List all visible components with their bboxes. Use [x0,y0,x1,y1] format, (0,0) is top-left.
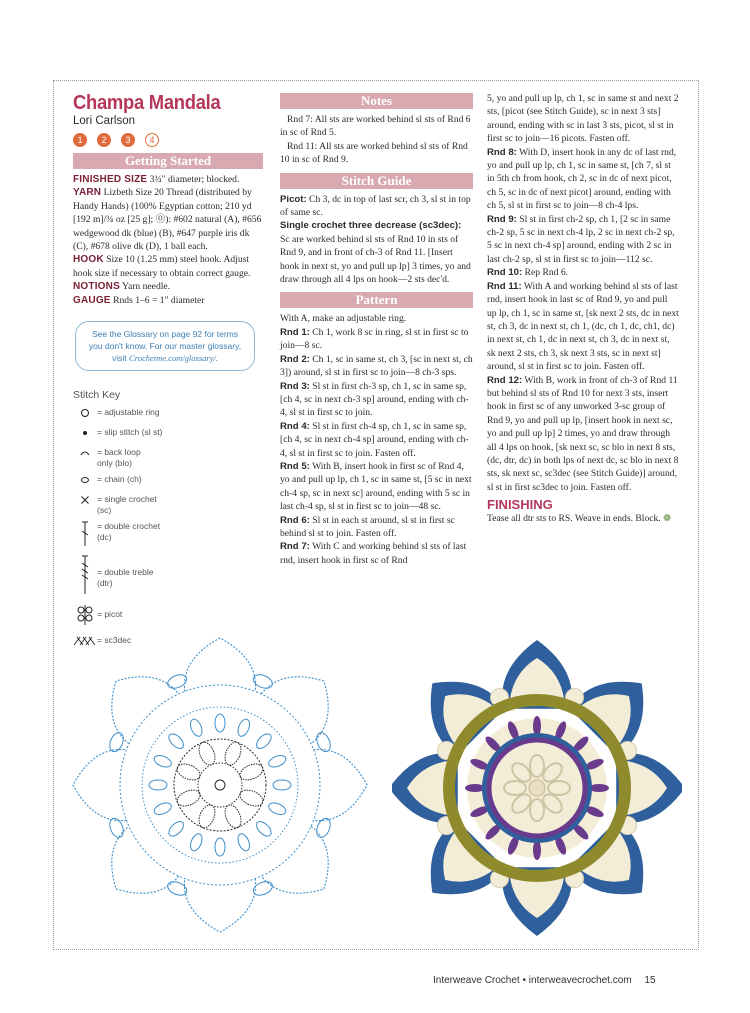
sc3dec-definition: Single crochet three decrease (sc3dec): Sc are worked behind sl sts of Rnd 10 in sts of Rnd 9, and in front of ch-3 of Rnd 11. [Insert hook in next st, yo and pull up lp] 3 times, yo and draw through all 4 lps on hook—2 sts dec'd. [280,220,471,286]
chart-petals [73,638,367,932]
stitch-chart [68,633,368,938]
mandala-photo [392,638,682,938]
column-2 [280,92,473,567]
glossary-link[interactable]: Crochetme.com/glossary/. [129,353,218,364]
author: Lori Carlson [73,115,135,127]
chart-loop [107,816,126,839]
slip-stitch-icon [73,427,97,442]
publication-name: Interweave Crochet [433,975,520,986]
single-crochet-icon [73,494,97,509]
stitch-key-item: = double treble (dtr) [73,555,263,598]
notes-heading: Notes [280,93,473,109]
notions: NOTIONS Yarn needle. [73,281,171,293]
chart-chain-loop [196,740,218,768]
stitch-key-title: Stitch Key [73,389,121,402]
chart-petal [73,749,126,820]
chart-picot [188,717,204,737]
stitch-key-item: = sc3dec [73,635,263,650]
finishing-heading: FINISHING [487,497,553,513]
pattern-intro: With A, make an adjustable ring. [280,313,407,325]
round-7-continued: 5, yo and pull up lp, ch 1, sc in same st and next 2 sts, [picot (see Stitch Guide), sc in next 3 sts] around, ending with sc in last 3 sts, picot, sl st in first sc to join—16 picots. Fasten off. [487,93,679,145]
chart-ring-mid [142,707,298,863]
stitch-key-item: = back loop only (blo) [73,447,263,469]
chart-loop [314,731,333,754]
skill-level-3: 3 [121,133,135,147]
chart-picot [188,832,204,852]
chart-picot [273,780,291,790]
chart-loop [166,672,189,691]
hook: HOOK Size 10 (1.25 mm) steel hook. Adjust hook size if necessary to obtain correct gauge. [73,254,251,279]
picot-icon [73,603,97,630]
round-2: Rnd 2: Ch 1, sc in same st, ch 3, [sc in next st, ch 3]) around, sl st in first sc to join—8 ch-3 sps. [280,353,473,379]
chart-picot [152,801,172,817]
chart-petal [314,749,367,820]
photo-center-dot [529,780,545,796]
chart-loop [251,879,274,898]
round-7: Rnd 7: With C and working behind sl sts of last rnd, insert hook in first sc of Rnd [280,541,467,566]
double-crochet-icon [73,521,97,550]
chain-icon [73,474,97,489]
round-12: Rnd 12: With B, work in front of ch-3 of Rnd 11 but behind sl sts of Rnd 10 for next 3 sts, insert hook in first sc of any unworked 3-sc group of Rnd 9, yo and pull up lp, [insert hook in next sc, yo and pull up lp] 2 times, yo and draw through all 4 lps on hook, [sk next sc, sc blo in next 8 sts, (dc, dtr, dc) in both lps of next dc, sc blo in next 8 sts, sk next sc, sc3dec (see Stitch Guide)] around, sl st in first sc3dec to join. Fasten off. [487,374,679,493]
round-6: Rnd 6: Sl st in each st around, sl st in first sc behind sl st to join. Fasten off. [280,514,455,539]
glossary-box: See the Glossary on page 92 for terms you don't know. For our master glossary, visit Crochetme.com/glossary/. [75,321,255,371]
chart-petal [184,638,255,691]
round-3: Rnd 3: Sl st in first ch-3 sp, ch 1, sc in same sp, [ch 4, sc in next ch-3 sp] around, ending with ch-4, sl st in first sc to join. [280,380,469,419]
getting-started-heading: Getting Started [73,153,263,169]
adjustable-ring-icon [73,407,97,422]
chart-picot [236,717,252,737]
column-3 [487,92,679,526]
stitch-guide-heading: Stitch Guide [280,173,473,189]
column-1 [73,92,263,655]
page-title: Champa Mandala [73,92,221,114]
end-mark-icon: ❁ [663,513,672,525]
stitch-key-item: = adjustable ring [73,407,263,422]
round-11: Rnd 11: With A and working behind sl sts of last rnd, insert hook in last sc of Rnd 9, yo and pull up lp, ch 1, sc in same st, [sk next 2 sts, dc in next st, ch 3, dc in next st, ch 1, (dc, ch 1, dc, ch1, dc) in next st, ch 1, dc in next st, ch 3, dc in next st, sk next 2 sts, ch 3, sk next 3 sts, sc in next st] around, sl st in first sc to join. Fasten off. [487,280,679,373]
footer-bullet: • [522,975,527,986]
page-number: 15 [644,975,656,986]
finished-size: FINISHED SIZE 3¾" diameter; blocked. [73,174,240,185]
skill-levels [73,133,263,147]
round-10: Rnd 10: Rep Rnd 6. [487,267,569,279]
double-treble-icon [73,555,97,598]
chart-decor [149,714,291,856]
round-4: Rnd 4: Sl st in first ch-4 sp, ch 1, sc in same sp, [ch 4, sc in next ch-4 sp] around, ending with ch-4, sl st in first sc to join. Fasten off. [280,420,469,459]
round-9: Rnd 9: Sl st in first ch-2 sp, ch 1, [2 sc in same ch-2 sp, 5 sc in next ch-4 lp, 2 sc in next ch-2 sp, 5 sc in next ch-4 sp] around, ending with 2 sc in last ch-2 sp, sl st in first sc to join—112 sc. [487,213,675,265]
stitch-key-item: = slip stitch (sl st) [73,427,263,442]
chart-picot [267,753,287,769]
round-5: Rnd 5: With B, insert hook in first sc of Rnd 4, yo and pull up lp, ch 1, sc in same st, [5 sc in next ch-4 sp, sc in next sc] around, ending with 5 sc in last ch-4 sp, sl st in first sc to join—48 sc. [280,460,472,513]
chart-picot [254,731,274,751]
chart-picot [149,780,167,790]
chart-ring-outer [120,685,320,885]
stitch-key-item: = chain (ch) [73,474,263,489]
stitch-key-item: = single crochet (sc) [73,494,263,516]
chart-adjustable-ring [215,780,225,790]
picot-definition: Picot: Ch 3, dc in top of last scr, ch 3, sl st in top of same sc. [280,193,471,219]
pattern-heading: Pattern [280,292,473,308]
skill-level-2: 2 [97,133,111,147]
page-footer [433,975,656,986]
chart-ring-inner [174,739,266,831]
note-2: Rnd 11: All sts are worked behind sl sts of Rnd 10 in sc of Rnd 9. [280,140,468,166]
chart-picot [254,819,274,839]
chart-picot [236,832,252,852]
skill-level-4: 4 [145,133,159,147]
chart-picot [215,714,225,732]
note-1: Rnd 7: All sts are worked behind sl sts of Rnd 6 in sc of Rnd 5. [280,114,471,139]
round-1: Rnd 1: Ch 1, work 8 sc in ring, sl st in first sc to join—8 sc. [280,326,469,352]
website[interactable]: interweavecrochet.com [528,975,632,986]
round-8: Rnd 8: With D, insert hook in any dc of last rnd, yo and pull up lp, ch 1, sc in same st, [ch 7, sl st in 5th ch from hook, ch 2, sc in dc of next picot, ch 5, sc in dc of next picot] around, ending with ch 5, sl st in first sc to join—8 ch-4 lps. [487,146,677,212]
chart-picot [166,731,186,751]
finishing-text: Tease all dtr sts to RS. Weave in ends. Block. ❁ [487,513,672,525]
stitch-key-item: = picot [73,603,263,630]
chart-picot [215,838,225,856]
gauge: GAUGE Rnds 1–6 = 1" diameter [73,294,205,306]
chart-picot [267,801,287,817]
stitch-key-item: = double crochet (dc) [73,521,263,550]
skill-level-1: 1 [73,133,87,147]
back-loop-icon [73,447,97,462]
chart-petal [184,879,255,932]
chart-picot [152,753,172,769]
yarn: YARN Lizbeth Size 20 Thread (distributed by Handy Hands) (100% Egyptian cotton; 210 yd [192 m]/¾ oz [25 g]; ⓪): #602 natural (A), #656 wedgewood dk (blue) (B), #647 purple iris dk (C), #678 olive dk (D), 1 ball each. [73,187,262,253]
chart-picot [166,819,186,839]
chart-ring-center [198,763,242,807]
stitch-key [73,407,263,650]
